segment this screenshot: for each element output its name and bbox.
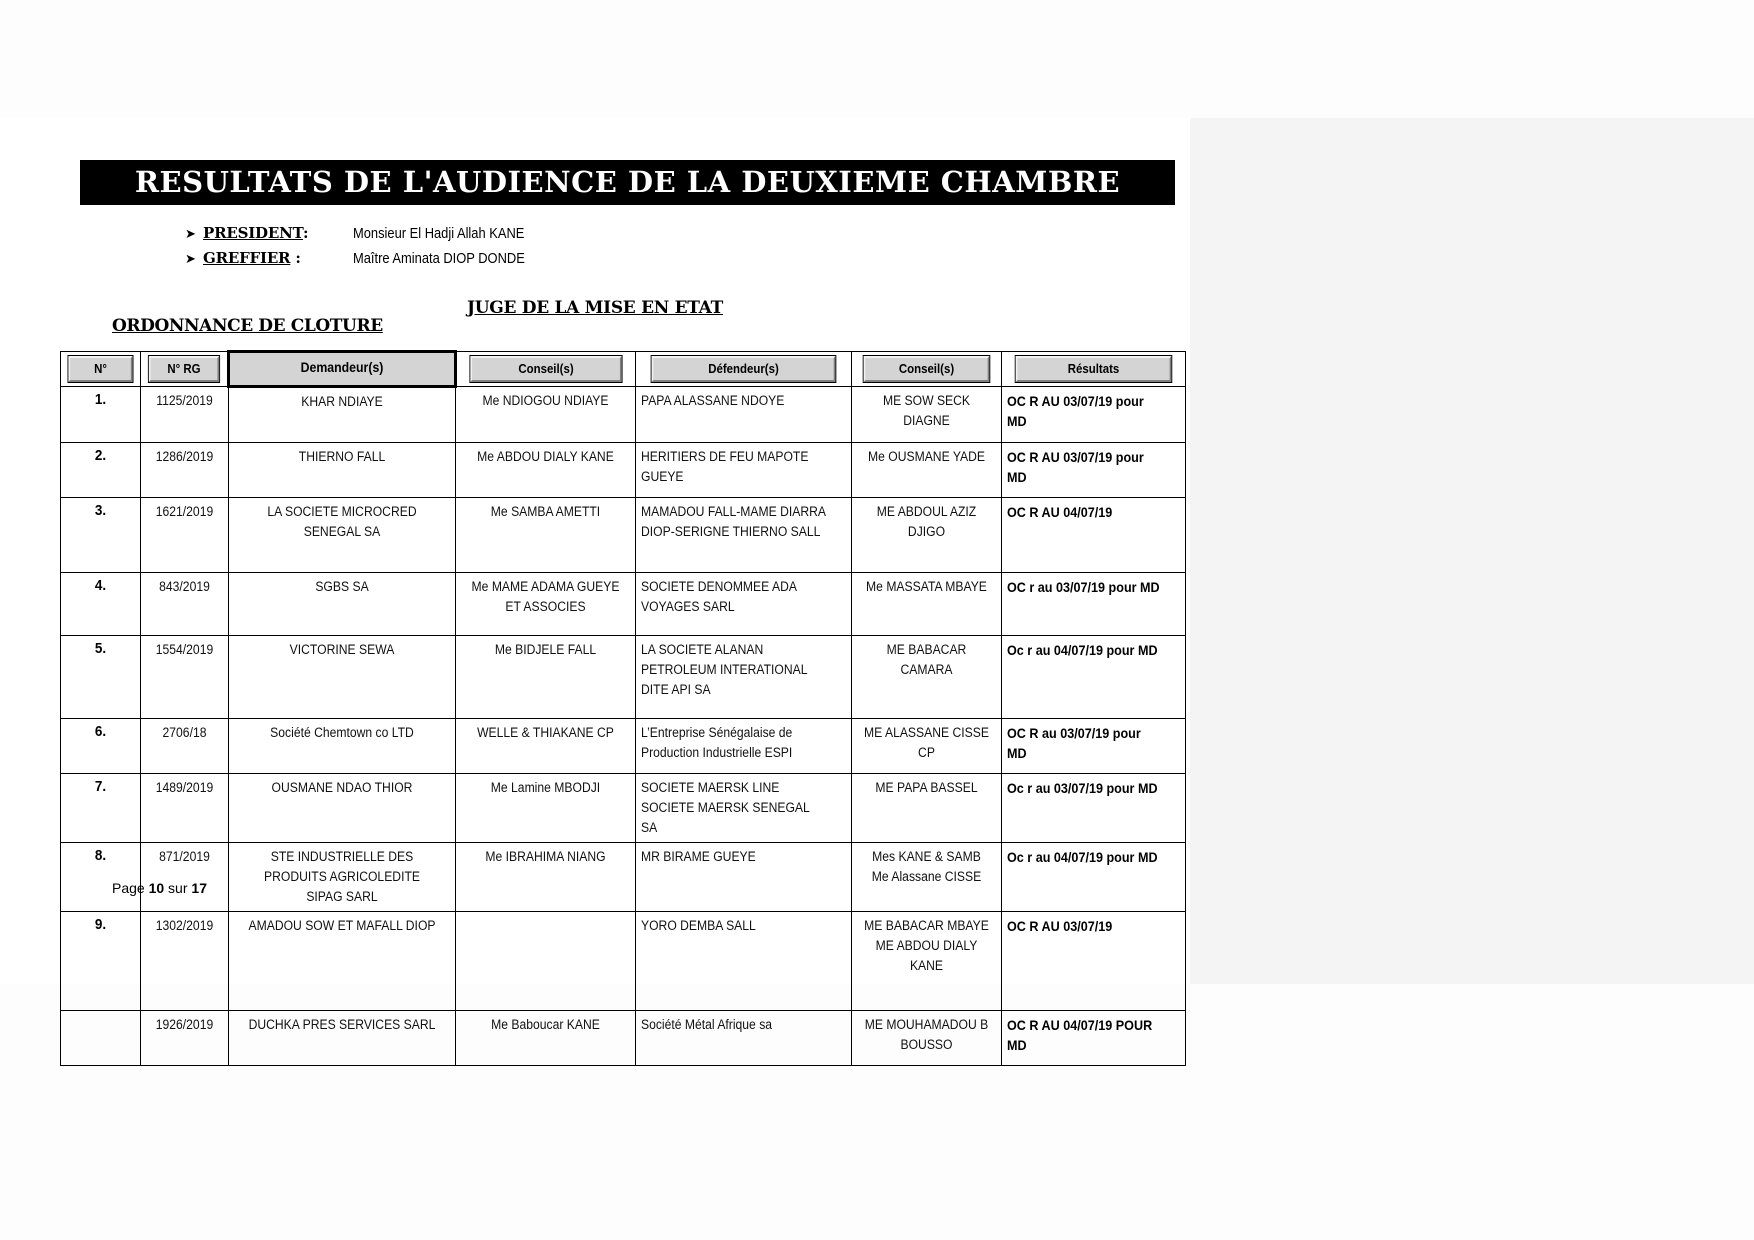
- cell-demandeur-text: SGBS SA: [315, 579, 369, 594]
- cell-no-text: 6.: [94, 723, 107, 740]
- cell-resultat: [1002, 774, 1186, 843]
- cell-demandeur: [229, 774, 456, 843]
- cell-demandeur: [229, 912, 456, 1011]
- cell-conseil1-text: WELLE & THIAKANE CP: [477, 725, 614, 740]
- cell-resultat: [1002, 573, 1186, 636]
- table-row: [61, 912, 1186, 1011]
- cell-demandeur: [229, 387, 456, 443]
- cell-demandeur-text: STE INDUSTRIELLE DES PRODUITS AGRICOLEDITE SIPAG SARL: [264, 849, 420, 904]
- cell-demandeur-text: Société Chemtown co LTD: [270, 725, 414, 740]
- cell-rg-text: 1489/2019: [155, 780, 214, 795]
- cell-conseil2-text: ME PAPA BASSEL: [875, 780, 978, 795]
- cell-conseil2: [852, 774, 1002, 843]
- cell-conseil1-text: Me Lamine MBODJI: [490, 780, 601, 795]
- cell-resultat-text: OC R au 03/07/19 pour MD: [1007, 725, 1141, 761]
- cell-conseil1-text: Me ABDOU DIALY KANE: [477, 449, 614, 464]
- cell-no: [61, 636, 141, 719]
- cell-conseil1-text: Me MAME ADAMA GUEYE ET ASSOCIES: [471, 579, 620, 614]
- header-cell-conseil1: [456, 352, 636, 387]
- cell-conseil2: [852, 573, 1002, 636]
- cell-resultat-text: OC R AU 04/07/19: [1007, 504, 1113, 520]
- cell-resultat: [1002, 636, 1186, 719]
- cell-no-text: 3.: [94, 502, 107, 519]
- officers-block: [185, 223, 885, 273]
- header-cell-demandeur: [229, 352, 456, 387]
- cell-resultat-text: OC r au 03/07/19 pour MD: [1007, 579, 1160, 595]
- cell-conseil1-text: Me NDIOGOU NDIAYE: [482, 393, 609, 408]
- officer-label-president: PRESIDENT:: [203, 224, 309, 242]
- cell-no: [61, 573, 141, 636]
- cell-no: [61, 387, 141, 443]
- cell-defendeur-text: LA SOCIETE ALANAN PETROLEUM INTERATIONAL DITE API SA: [641, 642, 808, 697]
- cell-demandeur: [229, 636, 456, 719]
- cell-conseil2: [852, 1011, 1002, 1066]
- cell-rg-text: 1302/2019: [155, 918, 214, 933]
- cell-no: [61, 912, 141, 1011]
- officer-row-greffier: [185, 248, 885, 269]
- cell-rg: [141, 1011, 229, 1066]
- cell-no-text: 2.: [94, 447, 107, 464]
- cell-rg-text: 2706/18: [162, 725, 207, 740]
- cell-demandeur: [229, 498, 456, 573]
- cell-defendeur-text: SOCIETE MAERSK LINE SOCIETE MAERSK SENEGAL SA: [641, 780, 810, 835]
- cell-resultat: [1002, 719, 1186, 774]
- cell-conseil2-text: ME BABACAR MBAYE ME ABDOU DIALY KANE: [864, 918, 989, 973]
- cell-resultat: [1002, 843, 1186, 912]
- cell-no: [61, 843, 141, 912]
- table-row: [61, 443, 1186, 498]
- cell-demandeur-text: VICTORINE SEWA: [289, 642, 395, 657]
- cell-no: [61, 719, 141, 774]
- header-label-resultats: Résultats: [1016, 356, 1172, 382]
- cell-defendeur-text: Société Métal Afrique sa: [641, 1017, 773, 1032]
- bullet-arrow-icon: ➤: [185, 227, 196, 242]
- cell-conseil2: [852, 843, 1002, 912]
- page-title: RESULTATS DE L'AUDIENCE DE LA DEUXIEME CHAMBRE: [134, 165, 1121, 199]
- docket-table: [60, 350, 1186, 1066]
- cell-rg: [141, 843, 229, 912]
- cell-defendeur: [636, 774, 852, 843]
- cell-demandeur-text: OUSMANE NDAO THIOR: [271, 780, 413, 795]
- cell-rg: [141, 498, 229, 573]
- cell-conseil2-text: ME BABACAR CAMARA: [886, 642, 967, 677]
- table-row: [61, 573, 1186, 636]
- header-cell-conseil2: [852, 352, 1002, 387]
- cell-defendeur-text: PAPA ALASSANE NDOYE: [641, 393, 785, 408]
- cell-rg-text: 1621/2019: [155, 504, 214, 519]
- cell-defendeur: [636, 719, 852, 774]
- page-footer: [112, 880, 207, 896]
- footer-total-pages: 17: [191, 880, 207, 896]
- cell-conseil2: [852, 912, 1002, 1011]
- cell-conseil2: [852, 719, 1002, 774]
- cell-no: [61, 443, 141, 498]
- page-right-band: [1190, 118, 1754, 984]
- officer-label-greffier: GREFFIER :: [203, 249, 301, 267]
- page-margin-top: [0, 0, 1754, 118]
- cell-rg: [141, 719, 229, 774]
- cell-conseil2: [852, 498, 1002, 573]
- cell-no-text: 5.: [94, 640, 107, 657]
- header-cell-defendeur: [636, 352, 852, 387]
- cell-demandeur: [229, 443, 456, 498]
- cell-no: [61, 774, 141, 843]
- footer-middle: sur: [164, 880, 192, 896]
- cell-demandeur-text: KHAR NDIAYE: [301, 394, 383, 409]
- header-label-defendeur: Défendeur(s): [652, 356, 836, 382]
- cell-rg-text: 871/2019: [159, 849, 210, 864]
- table-row: [61, 636, 1186, 719]
- cell-no: [61, 498, 141, 573]
- header-label-rg: N° RG: [149, 356, 219, 382]
- cell-conseil1-text: Me Baboucar KANE: [491, 1017, 600, 1032]
- cell-resultat: [1002, 498, 1186, 573]
- cell-defendeur-text: YORO DEMBA SALL: [641, 918, 756, 933]
- cell-rg: [141, 573, 229, 636]
- cell-no-text: 9.: [94, 916, 107, 933]
- cell-demandeur-text: LA SOCIETE MICROCRED SENEGAL SA: [267, 504, 417, 539]
- header-label-conseil1: Conseil(s): [470, 356, 621, 382]
- cell-resultat-text: OC R AU 03/07/19 pour MD: [1007, 449, 1144, 485]
- cell-conseil2: [852, 636, 1002, 719]
- cell-resultat-text: Oc r au 04/07/19 pour MD: [1007, 849, 1158, 865]
- cell-demandeur-text: AMADOU SOW ET MAFALL DIOP: [248, 918, 436, 933]
- table-row: [61, 387, 1186, 443]
- officer-row-president: [185, 223, 885, 244]
- cell-conseil2-text: Me OUSMANE YADE: [867, 449, 986, 464]
- footer-page-number: 10: [148, 880, 165, 896]
- cell-defendeur: [636, 1011, 852, 1066]
- cell-defendeur-text: L’Entreprise Sénégalaise de Production Industrielle ESPI: [641, 725, 793, 760]
- cell-demandeur: [229, 843, 456, 912]
- cell-resultat: [1002, 1011, 1186, 1066]
- footer-prefix: Page: [112, 880, 149, 896]
- cell-no-text: 4.: [94, 577, 107, 594]
- cell-defendeur: [636, 843, 852, 912]
- title-banner: [80, 160, 1175, 205]
- cell-demandeur: [229, 719, 456, 774]
- cell-conseil2-text: Mes KANE & SAMB Me Alassane CISSE: [871, 849, 982, 884]
- header-cell-resultats: [1002, 352, 1186, 387]
- cell-conseil1: [456, 443, 636, 498]
- officer-value-president: Monsieur El Hadji Allah KANE: [353, 225, 525, 242]
- cell-conseil1-text: Me IBRAHIMA NIANG: [485, 849, 606, 864]
- cell-conseil1: [456, 774, 636, 843]
- cell-conseil1: [456, 498, 636, 573]
- cell-rg-text: 843/2019: [159, 579, 210, 594]
- cell-resultat: [1002, 387, 1186, 443]
- cell-demandeur: [229, 573, 456, 636]
- cell-conseil2-text: ME ALASSANE CISSE CP: [864, 725, 989, 760]
- document-sheet: [0, 118, 1190, 1053]
- table-row: [61, 719, 1186, 774]
- cell-conseil2-text: ME SOW SECK DIAGNE: [882, 393, 971, 428]
- table-row: [61, 843, 1186, 912]
- cell-rg: [141, 636, 229, 719]
- subsection-heading-ordonnance: ORDONNANCE DE CLOTURE: [112, 316, 383, 336]
- cell-conseil2-text: Me MASSATA MBAYE: [866, 579, 987, 594]
- cell-conseil2: [852, 443, 1002, 498]
- table-row: [61, 774, 1186, 843]
- cell-resultat: [1002, 443, 1186, 498]
- cell-resultat-text: OC R AU 03/07/19: [1007, 918, 1113, 934]
- section-heading-juge: JUGE DE LA MISE EN ETAT: [467, 298, 723, 318]
- header-label-demandeur: Demandeur(s): [247, 356, 437, 378]
- cell-conseil1-text: Me BIDJELE FALL: [494, 642, 597, 657]
- cell-defendeur: [636, 498, 852, 573]
- cell-conseil1: [456, 843, 636, 912]
- cell-defendeur-text: HERITIERS DE FEU MAPOTE GUEYE: [641, 449, 809, 484]
- cell-rg: [141, 912, 229, 1011]
- header-cell-rg: [141, 352, 229, 387]
- cell-no-text: 1.: [94, 391, 107, 408]
- cell-conseil1: [456, 387, 636, 443]
- cell-rg-text: 1286/2019: [155, 449, 214, 464]
- cell-rg-text: 1125/2019: [156, 393, 213, 408]
- cell-rg-text: 1554/2019: [155, 642, 214, 657]
- cell-defendeur-text: MR BIRAME GUEYE: [641, 849, 756, 864]
- table-header-row: [61, 352, 1186, 387]
- cell-defendeur-text: MAMADOU FALL-MAME DIARRA DIOP-SERIGNE THIERNO SALL: [641, 504, 826, 539]
- cell-defendeur: [636, 443, 852, 498]
- cell-conseil1-text: Me SAMBA AMETTI: [490, 504, 601, 519]
- cell-conseil1: [456, 719, 636, 774]
- cell-conseil1: [456, 636, 636, 719]
- officer-value-greffier: Maître Aminata DIOP DONDE: [353, 250, 525, 267]
- table-body: [61, 387, 1186, 1066]
- cell-demandeur-text: DUCHKA PRES SERVICES SARL: [248, 1017, 436, 1032]
- table-row: [61, 1011, 1186, 1066]
- cell-conseil1: [456, 912, 636, 1011]
- table-header: [61, 352, 1186, 387]
- cell-no-text: 8.: [94, 847, 107, 864]
- cell-defendeur: [636, 636, 852, 719]
- cell-resultat: [1002, 912, 1186, 1011]
- cell-resultat-text: OC R AU 03/07/19 pour MD: [1007, 393, 1144, 429]
- cell-defendeur: [636, 912, 852, 1011]
- cell-conseil1: [456, 1011, 636, 1066]
- bullet-arrow-icon: ➤: [185, 252, 196, 267]
- cell-resultat-text: OC R AU 04/07/19 POUR MD: [1007, 1017, 1153, 1053]
- cell-defendeur: [636, 573, 852, 636]
- cell-conseil2-text: ME ABDOUL AZIZ DJIGO: [876, 504, 977, 539]
- cell-demandeur: [229, 1011, 456, 1066]
- cell-no: [61, 1011, 141, 1066]
- header-label-conseil2: Conseil(s): [864, 356, 990, 382]
- cell-rg: [141, 443, 229, 498]
- header-label-no: N°: [68, 356, 132, 382]
- header-cell-no: [61, 352, 141, 387]
- cell-demandeur-text: THIERNO FALL: [298, 449, 386, 464]
- cell-conseil2-text: ME MOUHAMADOU B BOUSSO: [864, 1017, 989, 1052]
- cell-rg: [141, 774, 229, 843]
- cell-resultat-text: Oc r au 03/07/19 pour MD: [1007, 780, 1158, 796]
- cell-conseil2: [852, 387, 1002, 443]
- cell-rg-text: 1926/2019: [155, 1017, 214, 1032]
- cell-defendeur: [636, 387, 852, 443]
- cell-defendeur-text: SOCIETE DENOMMEE ADA VOYAGES SARL: [641, 579, 797, 614]
- cell-conseil1: [456, 573, 636, 636]
- table-row: [61, 498, 1186, 573]
- cell-resultat-text: Oc r au 04/07/19 pour MD: [1007, 642, 1158, 658]
- cell-no-text: 7.: [94, 778, 107, 795]
- cell-rg: [141, 387, 229, 443]
